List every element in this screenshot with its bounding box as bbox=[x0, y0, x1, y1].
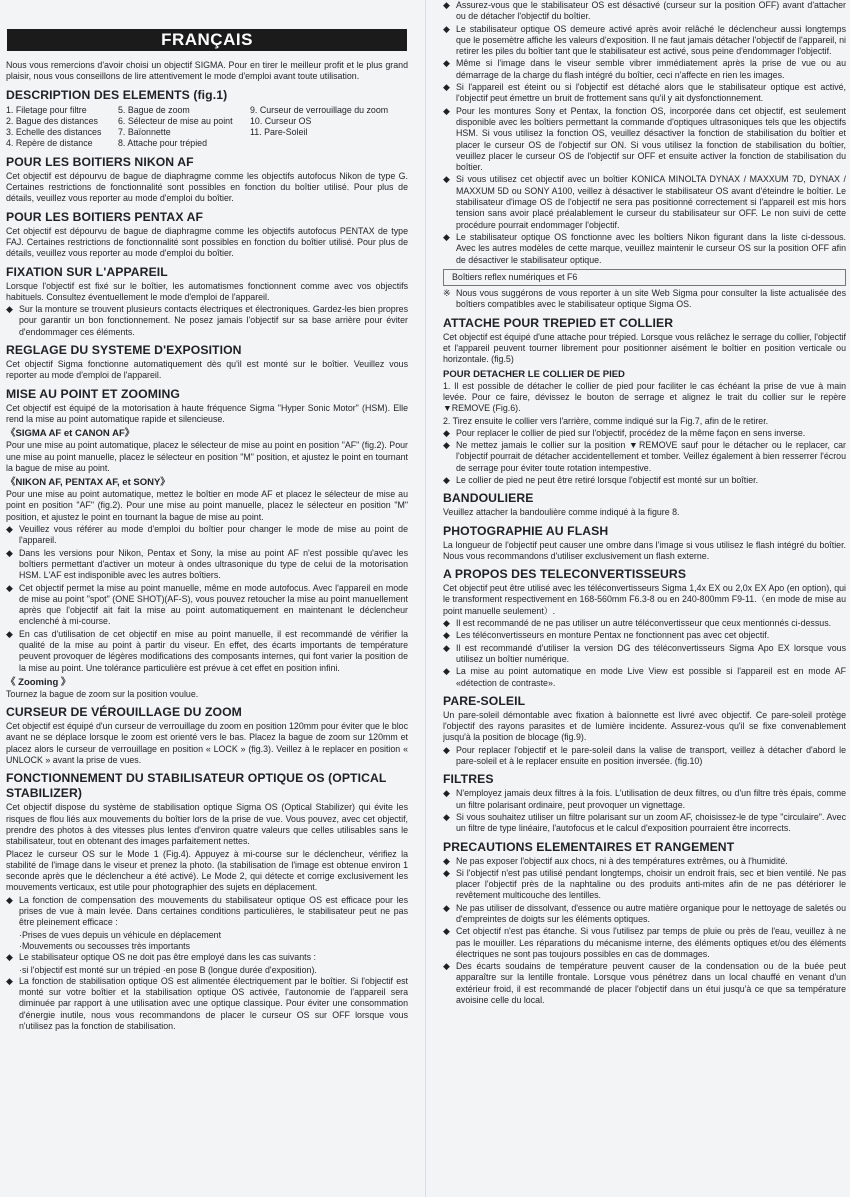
diamond-bullet-icon: ◆ bbox=[443, 961, 450, 972]
element-item: 6. Sélecteur de mise au point bbox=[118, 115, 233, 126]
attache-step-1: 1. Il est possible de détacher le collier de pied pour faciliter le cas échéant la prise de vue à main levée. Pour ce faire, dévissez le bouton de serrage et alignez le trait du collier sur le repère ▼REMOVE (Fig.6). bbox=[443, 380, 846, 414]
bullet-item: ◆ Pour les montures Sony et Pentax, la fonction OS, incorporée dans cet objectif, est seulement disponible avec les boîtiers permettant la commande d'optiques ultrasoniques tels que les objectifs HSM. Si vous utilisez la fonction OS, veuillez désactiver la fonction de stabilisation du boîtier et placer le curseur OS de l'objectif sur ON. Si vous utilisez la fonction de stabilisation du boîtier, veuillez placer le curseur OS de l'objectif sur OFF et ensuite activer la fonction de stabilisation du boîtier. bbox=[443, 105, 846, 173]
elements-list bbox=[6, 105, 408, 150]
paresoleil-text: Un pare-soleil démontable avec fixation à baïonnette est livré avec objectif. Ce pare-soleil protège l'objectif des rayons parasites et de lumière incidente. Assurez-vous qu'il se fixe convenablement jusqu'à la position de blocage (fig.9). bbox=[443, 709, 846, 743]
sub-item: ·si l'objectif est monté sur un trépied ·en pose B (longue durée d'exposition). bbox=[19, 964, 317, 975]
focus-text-nikon: Pour une mise au point automatique, mettez le boîtier en mode AF et placez le sélecteur de mise au point en position "AF" (fig.2). Pour une mise au point manuelle, placez le sélecteur en position "M" position, et ajustez le point en tournant la bague de mise au point. bbox=[6, 489, 408, 522]
diamond-bullet-icon: ◆ bbox=[6, 304, 13, 315]
element-item: 3. Echelle des distances bbox=[6, 127, 102, 138]
bullet-item: ◆ Dans les versions pour Nikon, Pentax et Sony, la mise au point AF n'est possible qu'avec les boîtiers permettant d'activer un moteur à ondes ultrasonique du type de celui de la motorisation HSM. L'AF est indisponible avec les autres boîtiers. bbox=[6, 547, 408, 581]
reglage-text: Cet objectif Sigma fonctionne automatiquement dès qu'il est monté sur le boîtier. Veuillez vous reporter au mode d'emploi de l'appareil. bbox=[6, 359, 408, 381]
bullet-item: ◆ Si vous souhaitez utiliser un filtre polarisant sur un zoom AF, choisissez-le de type "circulaire". Avec un filtre de type linéaire, l'autofocus et le calcul d'exposition pourraient être incorrects. bbox=[443, 811, 846, 834]
bullet-item: ◆ Ne pas exposer l'objectif aux chocs, ni à des températures extrêmes, ou à l'humidité. bbox=[443, 855, 788, 866]
diamond-bullet-icon: ◆ bbox=[443, 58, 450, 69]
attache-heading: ATTACHE POUR TREPIED ET COLLIER bbox=[443, 315, 674, 330]
diamond-bullet-icon: ◆ bbox=[6, 547, 13, 558]
diamond-bullet-icon: ◆ bbox=[443, 427, 450, 438]
element-item: 2. Bague des distances bbox=[6, 115, 98, 126]
focus-text-sigma: Pour une mise au point automatique, placez le sélecteur de mise au point en position "AF" (fig.2). Pour une mise au point manuelle, placez le sélecteur en position "M" position, et ajustez le point en tournant la bague de mise au point. bbox=[6, 440, 408, 473]
element-item: 1. Filetage pour filtre bbox=[6, 104, 87, 115]
bullet-item: ◆ La fonction de stabilisation optique OS est alimentée électriquement par le boîtier. Si l'objectif est monté sur votre boîtier et la stabilisation optique OS activée, l'autonomie de l'appareil sera diminuée par rapport à une utilisation avec une optique classique. Pour éviter une consommation d'énergie inutile, nous vous recommandons de placer le curseur OS sur OFF lorsque vous n'utilisez pas la fonction de stabilisation. bbox=[6, 975, 408, 1031]
reference-mark-icon: ※ bbox=[443, 288, 451, 299]
diamond-bullet-icon: ◆ bbox=[443, 174, 450, 185]
diamond-bullet-icon: ◆ bbox=[443, 666, 450, 677]
sub-item: ·Prises de vues depuis un véhicule en déplacement bbox=[19, 929, 222, 940]
bullet-item: ◆ La fonction de compensation des mouvements du stabilisateur optique OS est efficace pour les prises de vue à main levée. Dans certaines conditions particulières, le stabilisateur peut ne pas être pleinement efficace : bbox=[6, 894, 408, 928]
compatible-cameras-box: Boîtiers reflex numériques et F6 bbox=[443, 269, 846, 286]
diamond-bullet-icon: ◆ bbox=[443, 902, 450, 913]
nikon-heading: POUR LES BOITIERS NIKON AF bbox=[6, 154, 194, 169]
stabilizer-text-2: Placez le curseur OS sur le Mode 1 (Fig.4). Appuyez à mi-course sur le déclencheur, vérifiez la stabilité de l'image dans le viseur et prenez la photo. (la stabilisation de l'image est obtenue environ 1 seconde après que le déclencheur a été activé). Le Mode 2, qui détecte et corrige exclusivement les mouvements verticaux, est utile pour photographier des sujets en déplacement. bbox=[6, 848, 408, 893]
precautions-heading: PRECAUTIONS ELEMENTAIRES ET RANGEMENT bbox=[443, 839, 735, 854]
zooming-text: Tournez la bague de zoom sur la position voulue. bbox=[6, 688, 199, 699]
bullet-item: ◆ Veuillez vous référer au mode d'emploi du boîtier pour changer le mode de mise au point de l'appareil. bbox=[6, 524, 408, 546]
diamond-bullet-icon: ◆ bbox=[443, 618, 450, 629]
tele-text: Cet objectif peut être utilisé avec les téléconvertisseurs Sigma 1,4x EX ou 2,0x EX Apo (en option), qui le transforment respectivement en 168-560mm F6.3-8 ou en 240-800mm F9-11.（en mode de mise au point manuelle seulement）. bbox=[443, 583, 846, 616]
element-item bbox=[250, 138, 406, 149]
flash-heading: PHOTOGRAPHIE AU FLASH bbox=[443, 523, 609, 538]
focus-sub-nikon: 《NIKON AF, PENTAX AF, et SONY》 bbox=[6, 477, 170, 489]
element-item: 5. Bague de zoom bbox=[118, 104, 190, 115]
diamond-bullet-icon: ◆ bbox=[443, 630, 450, 641]
bullet-item: ◆ Cet objectif permet la mise au point manuelle, même en mode autofocus. Avec l'appareil en mode de mise au point "spot" (ONE SHOT)(AF-S), vous pouvez retoucher la mise au point manuellement après que l'objectif ait fait la mise au point automatiquement en maintenant le déclencheur enclenché à mi-course. bbox=[6, 582, 408, 627]
curseur-text: Cet objectif est équipé d'un curseur de verrouillage du zoom en position 120mm pour éviter que le bloc avant ne se déplace lorsque le zoom est orienté vers le bas. Placez la bague de zoom sur 120mm et placez alors le curseur de verrouillage en position « LOCK » (fig.3). Veillez à le replacer en position « UNLOCK » avant la prise de vues. bbox=[6, 721, 408, 766]
bullet-item: ◆ Pour replacer l'objectif et le pare-soleil dans la valise de transport, veillez à détacher d'abord le pare-soleil et à le replacer ensuite en position inversée. (fig.10) bbox=[443, 744, 846, 767]
stabilizer-text: Cet objectif dispose du système de stabilisation optique Sigma OS (Optical Stabilizer) qui évite les risques de flou liés aux mouvements du boîtier lors de la prise de vue. Vous pouvez, avec cet objectif, prendre des photos à des vitesses plus lentes d'environ quatre valeurs que celles utilisables sans le stabilisateur, tout en obtenant des images parfaitement nettes. bbox=[6, 802, 408, 847]
left-column bbox=[6, 0, 408, 1197]
attache-step-2: 2. Tirez ensuite le collier vers l'arrière, comme indiqué sur la Fig.7, afin de le retirer. bbox=[443, 415, 769, 426]
diamond-bullet-icon: ◆ bbox=[6, 894, 13, 905]
bullet-item: ◆ Le collier de pied ne peut être retiré lorsque l'objectif est monté sur un boîtier. bbox=[443, 474, 759, 485]
diamond-bullet-icon: ◆ bbox=[443, 440, 450, 451]
diamond-bullet-icon: ◆ bbox=[6, 524, 13, 535]
diamond-bullet-icon: ◆ bbox=[443, 23, 450, 34]
diamond-bullet-icon: ◆ bbox=[443, 642, 450, 653]
bullet-item: ◆ Le stabilisateur optique OS ne doit pas être employé dans les cas suivants : bbox=[6, 952, 316, 963]
bullet-item: ◆ Il est recommandé d'utiliser la version DG des téléconvertisseurs Sigma Apo EX lorsque vous utilisez un boîtier numérique. bbox=[443, 642, 846, 664]
bullet-item: ◆ Pour replacer le collier de pied sur l'objectif, procédez de la même façon en sens inverse. bbox=[443, 427, 806, 438]
fixation-text: Lorsque l'objectif est fixé sur le boîtier, les automatismes fonctionnent comme avec vos objectifs habituels. Consultez éventuellement le mode d'emploi de l'appareil. bbox=[6, 280, 408, 302]
bullet-item: ◆ La mise au point automatique en mode Live View est possible si l'appareil est en mode AF «détection de contraste». bbox=[443, 666, 846, 688]
bullet-item: ◆ Les téléconvertisseurs en monture Pentax ne fonctionnent pas avec cet objectif. bbox=[443, 630, 770, 641]
diamond-bullet-icon: ◆ bbox=[443, 105, 450, 116]
bandouliere-text: Veuillez attacher la bandoulière comme indiqué à la figure 8. bbox=[443, 507, 680, 518]
attache-text: Cet objectif est équipé d'une attache pour trépied. Lorsque vous relâchez le serrage du collier, l'objectif et l'appareil peuvent tourner librement pour positionner aisément le boîtier en position verticale ou horizontale. (fig.5) bbox=[443, 331, 846, 365]
filtres-heading: FILTRES bbox=[443, 772, 494, 787]
fixation-heading: FIXATION SUR L'APPAREIL bbox=[6, 264, 168, 279]
diamond-bullet-icon: ◆ bbox=[443, 82, 450, 93]
bullet-item: ◆ Si l'appareil est éteint ou si l'objectif est détaché alors que le stabilisateur optique est activé, l'objectif peut émettre un bruit de frottement sans qu'il y ait dysfonctionnement. bbox=[443, 82, 846, 104]
element-item: 9. Curseur de verrouillage du zoom bbox=[250, 104, 389, 115]
bullet-item: ◆ Le stabilisateur optique OS fonctionne avec les boîtiers Nikon figurant dans la liste ci-dessous. Avec les autres modèles de cette marque, veuillez maintenir le curseur OS sur la position OFF afin de désactiver le stabilisateur optique. bbox=[443, 231, 846, 265]
bullet-item: ◆ Assurez-vous que le stabilisateur OS est désactivé (curseur sur la position OFF) avant d'attacher ou de détacher l'objectif du boîtier. bbox=[443, 0, 846, 22]
diamond-bullet-icon: ◆ bbox=[6, 582, 13, 593]
curseur-heading: CURSEUR DE VÉROUILLAGE DU ZOOM bbox=[6, 705, 242, 720]
flash-text: La longueur de l'objectif peut causer une ombre dans l'image si vous utilisez le flash intégré du boîtier. Nous vous recommandons d'utiliser exclusivement un flash externe. bbox=[443, 539, 846, 561]
elements-heading: DESCRIPTION DES ELEMENTS (fig.1) bbox=[6, 87, 228, 102]
bullet-item: ◆ Si vous utilisez cet objectif avec un boîtier KONICA MINOLTA DYNAX / MAXXUM 7D, DYNAX / MAXXUM 5D ou SONY A100, veillez à désactiver le stabilisateur OS avant d'éteindre le boîtier. Le stabilisateur d'image OS de l'objectif ne sera pas positionné correctement si l'appareil est mis hors tension sans avoir placé préalablement le curseur du stabilisateur sur OFF. Le non suivi de cette procédure pourrait endommager l'objectif. bbox=[443, 174, 846, 230]
diamond-bullet-icon: ◆ bbox=[443, 811, 450, 822]
bullet-item: ◆ N'employez jamais deux filtres à la fois. L'utilisation de deux filtres, ou d'un filtre très épais, comme un filtre polarisant ordinaire, peut provoquer un vignettage. bbox=[443, 788, 846, 810]
zooming-sub: 《 Zooming 》 bbox=[6, 676, 71, 688]
element-item: 4. Repère de distance bbox=[6, 138, 93, 149]
paresoleil-heading: PARE-SOLEIL bbox=[443, 693, 526, 708]
diamond-bullet-icon: ◆ bbox=[443, 474, 450, 485]
diamond-bullet-icon: ◆ bbox=[443, 788, 450, 799]
bullet-item: ◆ Ne mettez jamais le collier sur la position ▼REMOVE sauf pour le détacher ou le replacer, car l'objectif pourrait de détacher accidentellement et tomber. Veillez également à bien resserrer l'écrou de serrage pour éviter toute rotation intempestive. bbox=[443, 440, 846, 473]
diamond-bullet-icon: ◆ bbox=[6, 952, 13, 963]
bullet-item: ◆ Il est recommandé de ne pas utiliser un autre téléconvertisseur que ceux mentionnés ci-dessus. bbox=[443, 618, 832, 629]
pentax-heading: POUR LES BOITIERS PENTAX AF bbox=[6, 209, 204, 224]
bullet-item: ◆ Sur la monture se trouvent plusieurs contacts électriques et électroniques. Gardez-les bien propres pour garantir un bon fonctionnement. Ne posez jamais l'objectif sur sa base arrière pour éviter d'endommager ces éléments. bbox=[6, 304, 408, 337]
focus-sub-sigma: 《SIGMA AF et CANON AF》 bbox=[6, 428, 135, 440]
column-divider bbox=[425, 0, 426, 1197]
bullet-item: ◆ Si l'objectif n'est pas utilisé pendant longtemps, choisir un endroit frais, sec et bien ventilé. Ne pas placer l'objectif près de la naphtaline ou des produits anti-mites afin de ne pas détériorer le revêtement multicouche des lentilles. bbox=[443, 867, 846, 901]
bullet-item: ◆ Ne pas utiliser de dissolvant, d'essence ou autre matière organique pour le nettoyage de saletés ou d'empreintes de doigts sur les éléments optiques. bbox=[443, 902, 846, 924]
note-item: ※ Nous vous suggérons de vous reporter à un site Web Sigma pour consulter la liste actualisée des boîtiers compatibles avec le stabilisateur optique Sigma OS. bbox=[443, 288, 846, 310]
diamond-bullet-icon: ◆ bbox=[443, 867, 450, 878]
sub-item: ·Mouvements ou secousses très importants bbox=[19, 940, 191, 951]
bullet-item: ◆ En cas d'utilisation de cet objectif en mise au point manuelle, il est recommandé de vérifier la qualité de la mise au point à partir du viseur. En effet, des écarts importants de température peuvent provoquer de légères modifications des composants internes, qui font varier la position de la mise au point. Une tolérance particulière est prévue à cet effet en position infini. bbox=[6, 628, 408, 673]
bullet-item: ◆ Le stabilisateur optique OS demeure activé après avoir relâché le déclencheur aussi longtemps que le posemètre affiche les valeurs d'exposition. Il ne faut jamais détacher l'objectif de l'appareil, ni retirer les piles du boîtier tant que le stabilisateur est activé, sous peine d'endommager l'objectif. bbox=[443, 23, 846, 57]
pentax-text: Cet objectif est dépourvu de bague de diaphragme comme les objectifs autofocus PENTAX de type FAJ. Certaines restrictions de fonctionnalité sont possibles en fonction du boîtier utilisé. Pour plus de détails, veuillez vous reporter au mode d'emploi du boîtier. bbox=[6, 225, 408, 259]
stabilizer-heading: FONCTIONNEMENT DU STABILISATEUR OPTIQUE OS (OPTICAL STABILIZER) bbox=[6, 771, 387, 801]
bullet-item: ◆ Même si l'image dans le viseur semble vibrer immédiatement après la prise de vue ou au démarrage de la charge du flash intégré du boîtier, ceci n'affecte en rien les images. bbox=[443, 58, 846, 80]
diamond-bullet-icon: ◆ bbox=[443, 231, 450, 242]
bullet-item: ◆ Des écarts soudains de température peuvent causer de la condensation ou de la buée peut apparaître sur la lentille frontale. Lorsque vous pénétrez dans un local chauffé en venant d'un extérieur froid, il est recommandé de placer l'objectif dans un étui jusqu'à ce que sa température avoisine celle du local. bbox=[443, 961, 846, 1006]
nikon-text: Cet objectif est dépourvu de bague de diaphragme comme les objectifs autofocus Nikon de type G. Certaines restrictions de fonctionnalité sont possibles en fonction du boîtier utilisé. Pour plus de détails, veuillez vous reporter au mode d'emploi du boîtier. bbox=[6, 170, 408, 204]
page-title: FRANÇAIS bbox=[7, 29, 407, 51]
intro-text: Nous vous remercions d'avoir choisi un objectif SIGMA. Pour en tirer le meilleur profit et le plus grand plaisir, nous vous conseillons de lire attentivement le mode d'emploi avant toute utilisation. bbox=[6, 60, 408, 82]
element-item: 11. Pare-Soleil bbox=[250, 127, 308, 138]
attache-sub: POUR DETACHER LE COLLIER DE PIED bbox=[443, 368, 625, 380]
element-item: 7. Baïonnette bbox=[118, 127, 171, 138]
element-item: 8. Attache pour trépied bbox=[118, 138, 207, 149]
bullet-item: ◆ Cet objectif n'est pas étanche. Si vous l'utilisez par temps de pluie ou près de l'eau, veuillez à ne pas le mouiller. Les réparations du mécanisme interne, des éléments optiques et/ou des éléments électriques ne sont pas toujours possibles en cas de dommages. bbox=[443, 926, 846, 959]
reglage-heading: REGLAGE DU SYSTEME D'EXPOSITION bbox=[6, 343, 242, 358]
element-item: 10. Curseur OS bbox=[250, 115, 312, 126]
diamond-bullet-icon: ◆ bbox=[443, 926, 450, 937]
focus-heading: MISE AU POINT ET ZOOMING bbox=[6, 386, 180, 401]
diamond-bullet-icon: ◆ bbox=[6, 975, 13, 986]
diamond-bullet-icon: ◆ bbox=[6, 628, 13, 639]
tele-heading: A PROPOS DES TELECONVERTISSEURS bbox=[443, 567, 687, 582]
diamond-bullet-icon: ◆ bbox=[443, 0, 450, 10]
right-column bbox=[443, 0, 846, 1197]
diamond-bullet-icon: ◆ bbox=[443, 744, 450, 755]
focus-text: Cet objectif est équipé de la motorisation à haute fréquence Sigma "Hyper Sonic Motor" (HSM). Elle rend la mise au point automatique rapide et silencieuse. bbox=[6, 402, 408, 424]
diamond-bullet-icon: ◆ bbox=[443, 855, 450, 866]
bandouliere-heading: BANDOULIERE bbox=[443, 491, 534, 506]
